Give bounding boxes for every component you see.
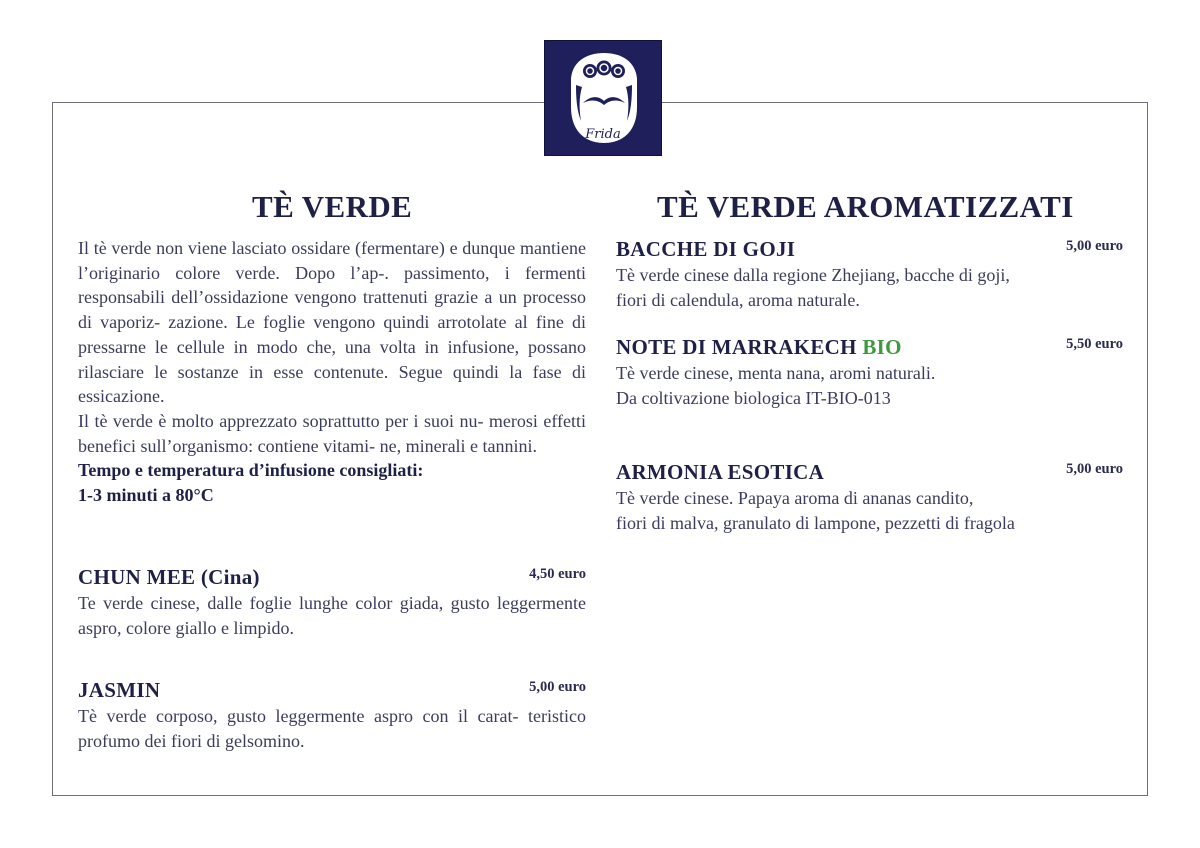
item-description-line: Tè verde cinese. Papaya aroma di ananas candito, — [616, 488, 974, 508]
item-description — [616, 361, 1123, 410]
green-tea-intro — [78, 236, 586, 508]
infusion-heading: Tempo e temperatura d’infusione consigliati: — [78, 460, 424, 481]
menu-item-armonia-esotica — [616, 459, 1123, 535]
item-name: JASMIN — [78, 678, 161, 702]
item-name-text: NOTE DI MARRAKECH — [616, 335, 857, 359]
intro-paragraph-1: Il tè verde non viene lasciato ossidare (fermentare) e dunque mantiene l’originario colore verde. Dopo l’ap-. passimento, i fermenti responsabili dell’ossidazione vengono trattenuti grazie a un processo di vaporiz- zazione. Le foglie vengono quindi arrotolate al fine di pressarne le cellule in modo che, una volta in infusione, possano rilasciare le sostanze in esse contenute. Segue quindi la fase di essicazione. — [78, 238, 586, 407]
item-description — [616, 486, 1123, 535]
bio-badge: BIO — [862, 335, 902, 359]
item-price: 5,00 euro — [529, 679, 586, 695]
item-description-line: Tè verde cinese, menta nana, aromi naturali. — [616, 363, 936, 383]
item-description-line: fiori di calendula, aroma naturale. — [616, 289, 860, 310]
item-name: CHUN MEE (Cina) — [78, 565, 260, 589]
item-description-line: fiori di malva, granulato di lampone, pezzetti di fragola — [616, 512, 1015, 533]
menu-item-chun-mee — [78, 564, 586, 640]
frida-logo — [544, 40, 662, 156]
intro-paragraph-2: Il tè verde è molto apprezzato soprattutto per i suoi nu- merosi effetti benefici sull’organismo: contiene vitami- ne, minerali e tannini. — [78, 410, 586, 456]
item-description: Te verde cinese, dalle foglie lunghe color giada, gusto leggermente aspro, colore giallo e limpido. — [78, 593, 586, 638]
item-description — [616, 263, 1123, 312]
item-name: ARMONIA ESOTICA — [616, 460, 825, 484]
frida-portrait-icon — [545, 41, 663, 157]
item-description-line: Tè verde cinese dalla regione Zhejiang, bacche di goji, — [616, 265, 1010, 285]
item-price: 5,50 euro — [1066, 336, 1123, 352]
item-price: 5,00 euro — [1066, 461, 1123, 477]
item-description-line: Da coltivazione biologica IT-BIO-013 — [616, 387, 891, 408]
menu-item-jasmin — [78, 677, 586, 753]
item-price: 4,50 euro — [529, 566, 586, 582]
item-name — [616, 334, 1123, 360]
right-section-title: TÈ VERDE AROMATIZZATI — [657, 189, 1074, 224]
logo-text: Frida — [585, 127, 621, 142]
left-section-title: TÈ VERDE — [252, 189, 413, 224]
item-description: Tè verde corposo, gusto leggermente aspro con il carat- teristico profumo dei fiori di gelsomino. — [78, 706, 586, 751]
menu-item-bacche-di-goji — [616, 236, 1123, 312]
item-name: BACCHE DI GOJI — [616, 237, 796, 261]
menu-item-note-di-marrakech — [616, 334, 1123, 410]
infusion-value: 1-3 minuti a 80°C — [78, 485, 214, 506]
item-price: 5,00 euro — [1066, 238, 1123, 254]
